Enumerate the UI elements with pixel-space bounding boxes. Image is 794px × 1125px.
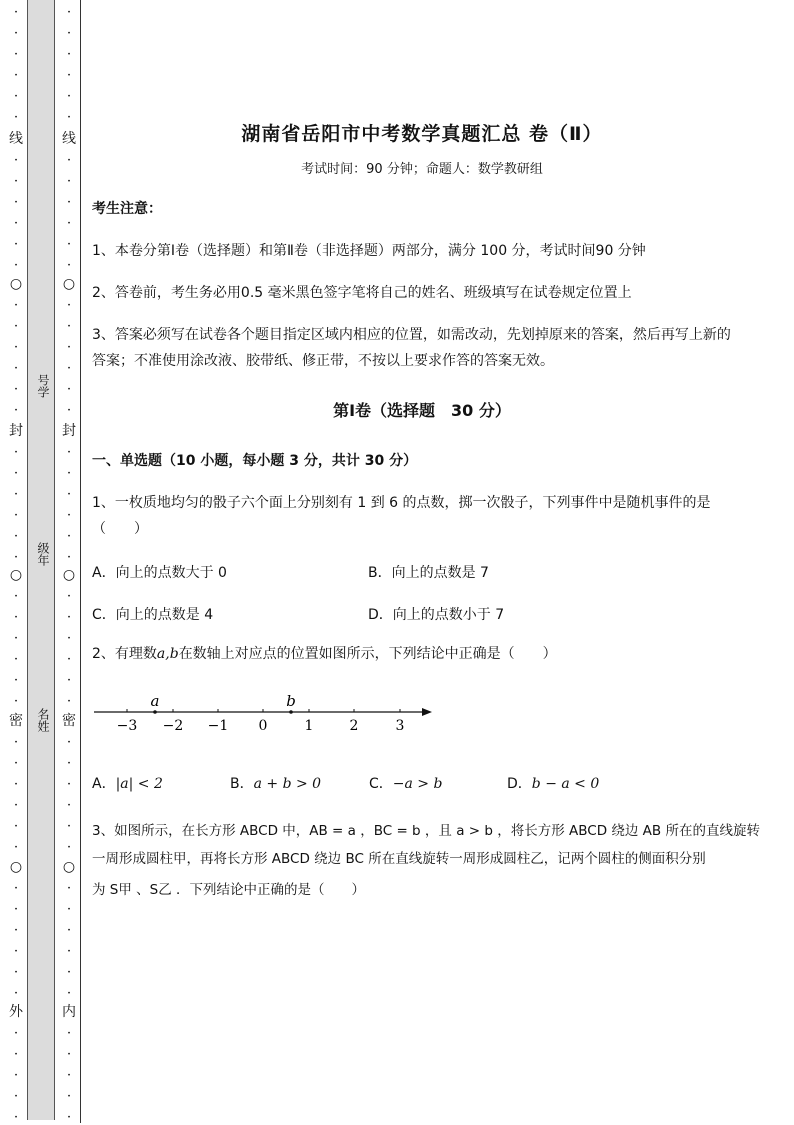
q2-stem-prefix: 2、有理数 — [92, 646, 157, 662]
binding-dot: • — [14, 760, 18, 767]
page-title: 湖南省岳阳市中考数学真题汇总 卷（Ⅱ） — [241, 123, 603, 145]
binding-dot: • — [67, 593, 71, 600]
binding-dot: • — [67, 30, 71, 37]
notice-item-3: 3、答案必须写在试卷各个题目指定区域内相应的位置，如需改动，先划掉原来的答案，然后再写上新的答案；不准使用涂改液、胶带纸、修正带，不按以上要求作答的答案无效。 — [92, 327, 731, 369]
binding-dot: • — [14, 199, 18, 206]
binding-dot: • — [14, 512, 18, 519]
binding-dot: • — [14, 449, 18, 456]
binding-dot: • — [67, 906, 71, 913]
q2-option-d — [507, 773, 599, 793]
binding-dot: • — [67, 199, 71, 206]
point-a-label: a — [150, 692, 160, 710]
q2-stem-suffix: 在数轴上对应点的位置如图所示，下列结论中正确是（ ） — [178, 646, 557, 662]
binding-dot: • — [67, 885, 71, 892]
point-b-label: b — [286, 692, 296, 710]
part-heading: 一、单选题（10 小题，每小题 3 分，共计 30 分） — [92, 453, 418, 469]
outer-mark-3: ○ — [9, 567, 23, 583]
binding-dot: • — [14, 1030, 18, 1037]
binding-dot: • — [14, 927, 18, 934]
inner-mark-2: 封 — [62, 423, 76, 439]
axis-tick-label: 3 — [395, 718, 405, 734]
axis-tick-label: −2 — [162, 718, 184, 734]
binding-dot: • — [67, 344, 71, 351]
binding-dot: • — [67, 512, 71, 519]
axis-tick-label: 1 — [304, 718, 314, 734]
margin-rule — [80, 0, 81, 1123]
outer-mark-6: 外 — [9, 1004, 23, 1020]
binding-dot: • — [67, 554, 71, 561]
q2-option-c — [369, 773, 442, 793]
inner-dot-column — [62, 0, 76, 1123]
binding-dot: • — [14, 1114, 18, 1121]
binding-dot: • — [14, 677, 18, 684]
section-title: 第Ⅰ卷（选择题 30 分） — [333, 401, 511, 420]
notice-item-1: 1、本卷分第Ⅰ卷（选择题）和第Ⅱ卷（非选择题）两部分，满分 100 分，考试时间90 分钟 — [92, 243, 646, 259]
binding-dot: • — [14, 593, 18, 600]
binding-margin — [0, 0, 82, 1123]
binding-dot: • — [14, 114, 18, 121]
point-b — [289, 710, 293, 714]
binding-dot: • — [14, 302, 18, 309]
binding-dot: • — [14, 739, 18, 746]
binding-dot: • — [67, 1072, 71, 1079]
binding-dot: • — [67, 449, 71, 456]
binding-dot: • — [67, 698, 71, 705]
binding-dot: • — [67, 739, 71, 746]
binding-dot: • — [14, 990, 18, 997]
binding-dot: • — [67, 178, 71, 185]
binding-dot: • — [67, 677, 71, 684]
binding-dot: • — [14, 323, 18, 330]
name-label: 名姓 — [36, 708, 50, 732]
binding-dot: • — [67, 1114, 71, 1121]
binding-dot: • — [67, 948, 71, 955]
binding-dot: • — [67, 470, 71, 477]
binding-dot: • — [14, 1093, 18, 1100]
binding-dot: • — [67, 114, 71, 121]
binding-dot: • — [67, 844, 71, 851]
outer-mark-2: 封 — [9, 423, 23, 439]
inner-mark-0: 线 — [62, 131, 76, 147]
binding-dot: • — [67, 823, 71, 830]
binding-dot: • — [67, 760, 71, 767]
number-line-figure — [92, 686, 452, 738]
binding-dot: • — [67, 220, 71, 227]
binding-dot: • — [67, 1030, 71, 1037]
q1-option-a: A．向上的点数大于 0 — [92, 565, 227, 581]
binding-dot: • — [14, 30, 18, 37]
binding-dot: • — [67, 407, 71, 414]
binding-dot: • — [67, 533, 71, 540]
binding-dot: • — [14, 72, 18, 79]
binding-dot: • — [67, 241, 71, 248]
binding-dot: • — [67, 927, 71, 934]
question-3-line-3: 为 S甲 、S乙 ．下列结论中正确的是（ ） — [92, 882, 366, 898]
point-a — [153, 710, 157, 714]
q2-option-b — [230, 773, 321, 793]
binding-dot: • — [67, 614, 71, 621]
q2-option-a-label: A． — [92, 776, 116, 792]
binding-dot: • — [67, 72, 71, 79]
inner-mark-3: ○ — [62, 567, 76, 583]
binding-dot: • — [14, 948, 18, 955]
binding-dot: • — [14, 178, 18, 185]
binding-dot: • — [67, 9, 71, 16]
binding-dot: • — [67, 302, 71, 309]
binding-dot: • — [14, 533, 18, 540]
binding-dot: • — [14, 241, 18, 248]
binding-dot: • — [67, 491, 71, 498]
inner-mark-1: ○ — [62, 276, 76, 292]
inner-mark-6: 内 — [62, 1004, 76, 1020]
exam-paper — [92, 0, 760, 1123]
binding-dot: • — [67, 1051, 71, 1058]
q1-option-d: D．向上的点数小于 7 — [368, 607, 505, 623]
binding-dot: • — [14, 93, 18, 100]
binding-dot: • — [67, 969, 71, 976]
binding-dot: • — [67, 781, 71, 788]
axis-tick-label: −3 — [116, 718, 138, 734]
binding-dot: • — [14, 220, 18, 227]
question-3-line-2: 一周形成圆柱甲，再将长方形 ABCD 绕边 BC 所在直线旋转一周形成圆柱乙，记两个圆柱的侧面积分别 — [92, 851, 706, 867]
binding-dot: • — [14, 407, 18, 414]
binding-dot: • — [14, 969, 18, 976]
binding-dot: • — [14, 823, 18, 830]
outer-mark-4: 密 — [9, 713, 23, 729]
binding-dot: • — [14, 844, 18, 851]
binding-dot: • — [14, 51, 18, 58]
binding-dot: • — [14, 802, 18, 809]
binding-dot: • — [14, 656, 18, 663]
question-2-stem — [92, 641, 557, 667]
student-number-label: 号学 — [36, 374, 50, 398]
q2-stem-vars: a,b — [156, 646, 179, 662]
binding-dot: • — [14, 344, 18, 351]
q1-option-c: C．向上的点数是 4 — [92, 607, 214, 623]
binding-dot: • — [14, 491, 18, 498]
q1-option-b: B．向上的点数是 7 — [368, 565, 489, 581]
binding-dot: • — [14, 885, 18, 892]
binding-dot: • — [14, 386, 18, 393]
q2-option-b-expr: a + b > 0 — [253, 776, 322, 792]
binding-dot: • — [14, 157, 18, 164]
outer-dot-column — [9, 0, 23, 1123]
binding-dot: • — [67, 93, 71, 100]
binding-dot: • — [14, 365, 18, 372]
q2-option-d-expr: b − a < 0 — [531, 776, 600, 792]
q2-option-a-expr: |a| < 2 — [115, 776, 163, 792]
axis-tick-label: 0 — [258, 718, 268, 734]
binding-dot: • — [14, 470, 18, 477]
binding-dot: • — [67, 51, 71, 58]
binding-dot: • — [67, 157, 71, 164]
binding-dot: • — [67, 990, 71, 997]
binding-dot: • — [14, 9, 18, 16]
inner-mark-4: 密 — [62, 713, 76, 729]
outer-mark-5: ○ — [9, 859, 23, 875]
notice-item-2: 2、答卷前，考生务必用0.5 毫米黑色签字笔将自己的姓名、班级填写在试卷规定位置上 — [92, 285, 632, 301]
q2-option-d-label: D． — [507, 776, 532, 792]
question-3-line-1: 3、如图所示，在长方形 ABCD 中，AB = a ，BC = b ，且 a > b ，将长方形 ABCD 绕边 AB 所在的直线旋转 — [92, 823, 760, 839]
q2-option-b-label: B． — [230, 776, 254, 792]
binding-dot: • — [14, 262, 18, 269]
binding-dot: • — [14, 698, 18, 705]
binding-dot: • — [67, 656, 71, 663]
binding-dot: • — [67, 802, 71, 809]
binding-dot: • — [67, 1093, 71, 1100]
binding-dot: • — [14, 554, 18, 561]
q2-option-c-expr: −a > b — [392, 776, 443, 792]
outer-mark-0: 线 — [9, 131, 23, 147]
grade-label: 级年 — [36, 542, 50, 566]
notice-heading: 考生注意： — [92, 201, 162, 217]
binding-dot: • — [14, 1072, 18, 1079]
inner-mark-5: ○ — [62, 859, 76, 875]
binding-dot: • — [14, 781, 18, 788]
q2-option-a — [92, 773, 163, 793]
axis-tick-label: −1 — [207, 718, 229, 734]
q2-option-c-label: C． — [369, 776, 393, 792]
outer-mark-1: ○ — [9, 276, 23, 292]
binding-dot: • — [67, 262, 71, 269]
binding-dot: • — [67, 386, 71, 393]
axis-tick-label: 2 — [349, 718, 359, 734]
binding-dot: • — [67, 323, 71, 330]
question-1-stem: 1、一枚质地均匀的骰子六个面上分别刻有 1 到 6 的点数，掷一次骰子，下列事件中是随机事件的是（ ） — [92, 495, 711, 537]
number-line-arrow — [422, 708, 432, 716]
binding-dot: • — [67, 365, 71, 372]
binding-dot: • — [67, 635, 71, 642]
binding-dot: • — [14, 1051, 18, 1058]
binding-dot: • — [14, 906, 18, 913]
binding-dot: • — [14, 635, 18, 642]
exam-info: 考试时间：90 分钟；命题人：数学教研组 — [301, 162, 543, 177]
binding-dot: • — [14, 614, 18, 621]
